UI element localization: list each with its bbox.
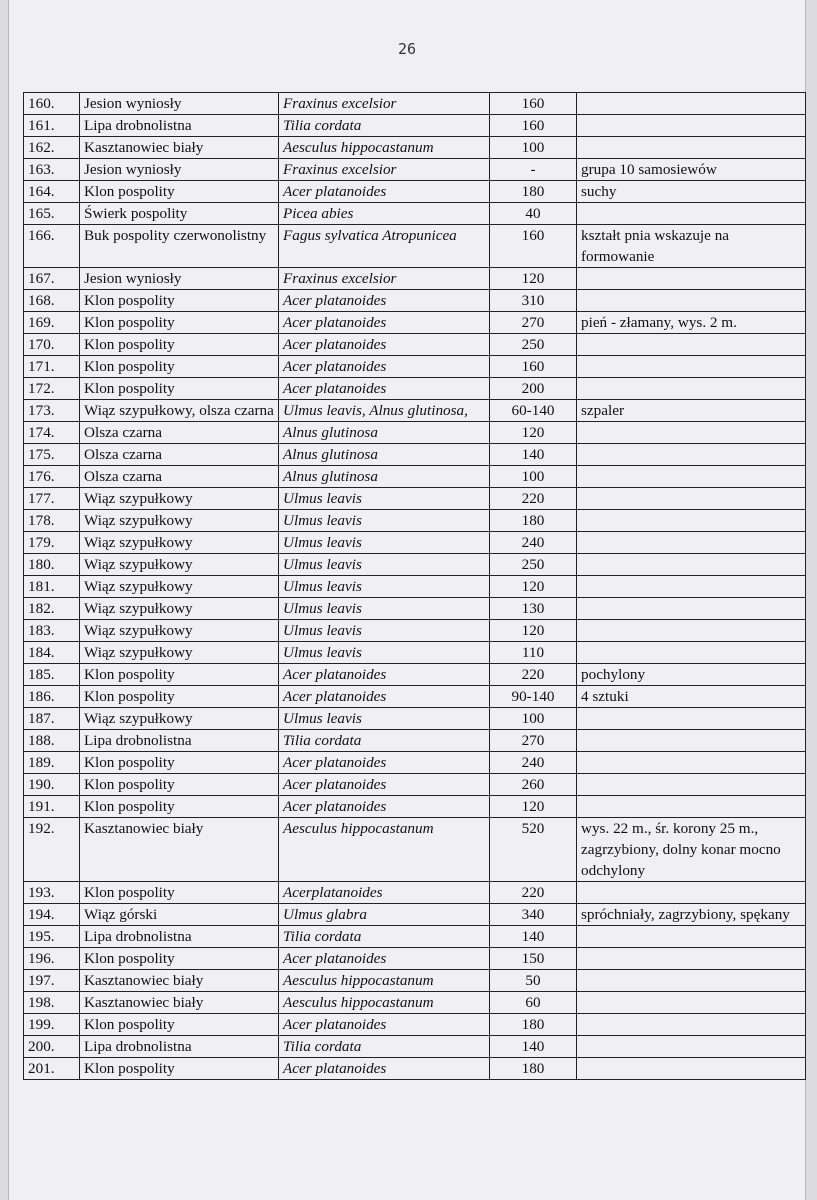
- table-row: [24, 620, 806, 642]
- latin-name-cell: Fraxinus excelsior: [279, 93, 490, 115]
- table-row: [24, 488, 806, 510]
- polish-name-cell: Olsza czarna: [80, 422, 279, 444]
- remarks-cell: [577, 466, 806, 488]
- trunk-circumference-cell: 130: [490, 598, 577, 620]
- latin-name-cell: Ulmus leavis: [279, 510, 490, 532]
- remarks-cell: [577, 510, 806, 532]
- trunk-circumference-cell: 160: [490, 225, 577, 268]
- polish-name-cell: Klon pospolity: [80, 378, 279, 400]
- latin-name-cell: Aesculus hippocastanum: [279, 818, 490, 882]
- latin-name-cell: Fraxinus excelsior: [279, 159, 490, 181]
- row-number-cell: 189.: [24, 752, 80, 774]
- row-number-cell: 170.: [24, 334, 80, 356]
- polish-name-cell: Klon pospolity: [80, 1058, 279, 1080]
- row-number-cell: 167.: [24, 268, 80, 290]
- table-row: [24, 378, 806, 400]
- row-number-cell: 166.: [24, 225, 80, 268]
- remarks-cell: [577, 290, 806, 312]
- table-row: [24, 926, 806, 948]
- table-row: [24, 159, 806, 181]
- latin-name-cell: Alnus glutinosa: [279, 422, 490, 444]
- latin-name-cell: Ulmus leavis: [279, 488, 490, 510]
- row-number-cell: 160.: [24, 93, 80, 115]
- row-number-cell: 168.: [24, 290, 80, 312]
- table-row: [24, 752, 806, 774]
- row-number-cell: 198.: [24, 992, 80, 1014]
- row-number-cell: 174.: [24, 422, 80, 444]
- trunk-circumference-cell: 220: [490, 488, 577, 510]
- table-row: [24, 1058, 806, 1080]
- polish-name-cell: Wiąz szypułkowy: [80, 510, 279, 532]
- row-number-cell: 191.: [24, 796, 80, 818]
- latin-name-cell: Aesculus hippocastanum: [279, 137, 490, 159]
- table-row: [24, 181, 806, 203]
- trunk-circumference-cell: 100: [490, 708, 577, 730]
- trunk-circumference-cell: 120: [490, 796, 577, 818]
- latin-name-cell: Acer platanoides: [279, 686, 490, 708]
- remarks-cell: [577, 488, 806, 510]
- table-row: [24, 598, 806, 620]
- trunk-circumference-cell: 160: [490, 93, 577, 115]
- row-number-cell: 195.: [24, 926, 80, 948]
- row-number-cell: 175.: [24, 444, 80, 466]
- latin-name-cell: Acer platanoides: [279, 948, 490, 970]
- trunk-circumference-cell: 60: [490, 992, 577, 1014]
- remarks-cell: [577, 620, 806, 642]
- trunk-circumference-cell: 150: [490, 948, 577, 970]
- trunk-circumference-cell: 200: [490, 378, 577, 400]
- latin-name-cell: Ulmus glabra: [279, 904, 490, 926]
- remarks-cell: [577, 115, 806, 137]
- trunk-circumference-cell: 90-140: [490, 686, 577, 708]
- remarks-cell: pochylony: [577, 664, 806, 686]
- remarks-cell: [577, 708, 806, 730]
- latin-name-cell: Tilia cordata: [279, 1036, 490, 1058]
- remarks-cell: kształt pnia wskazuje na formowanie: [577, 225, 806, 268]
- remarks-cell: [577, 926, 806, 948]
- latin-name-cell: Acer platanoides: [279, 181, 490, 203]
- remarks-cell: suchy: [577, 181, 806, 203]
- remarks-cell: [577, 598, 806, 620]
- remarks-cell: spróchniały, zagrzybiony, spękany: [577, 904, 806, 926]
- remarks-cell: [577, 137, 806, 159]
- trunk-circumference-cell: 100: [490, 137, 577, 159]
- latin-name-cell: Acer platanoides: [279, 774, 490, 796]
- table-row: [24, 664, 806, 686]
- polish-name-cell: Klon pospolity: [80, 1014, 279, 1036]
- table-row: [24, 774, 806, 796]
- row-number-cell: 163.: [24, 159, 80, 181]
- trunk-circumference-cell: 180: [490, 1058, 577, 1080]
- row-number-cell: 177.: [24, 488, 80, 510]
- latin-name-cell: Fagus sylvatica Atropunicea: [279, 225, 490, 268]
- remarks-cell: [577, 334, 806, 356]
- remarks-cell: [577, 356, 806, 378]
- row-number-cell: 178.: [24, 510, 80, 532]
- latin-name-cell: Tilia cordata: [279, 730, 490, 752]
- polish-name-cell: Wiąz szypułkowy: [80, 598, 279, 620]
- remarks-cell: [577, 444, 806, 466]
- latin-name-cell: Acer platanoides: [279, 312, 490, 334]
- polish-name-cell: Kasztanowiec biały: [80, 137, 279, 159]
- latin-name-cell: Aesculus hippocastanum: [279, 992, 490, 1014]
- polish-name-cell: Lipa drobnolistna: [80, 1036, 279, 1058]
- remarks-cell: [577, 1036, 806, 1058]
- trunk-circumference-cell: 240: [490, 752, 577, 774]
- table-row: [24, 400, 806, 422]
- polish-name-cell: Klon pospolity: [80, 312, 279, 334]
- latin-name-cell: Acer platanoides: [279, 664, 490, 686]
- latin-name-cell: Ulmus leavis: [279, 708, 490, 730]
- polish-name-cell: Wiąz górski: [80, 904, 279, 926]
- remarks-cell: pień - złamany, wys. 2 m.: [577, 312, 806, 334]
- polish-name-cell: Lipa drobnolistna: [80, 730, 279, 752]
- latin-name-cell: Ulmus leavis: [279, 576, 490, 598]
- row-number-cell: 176.: [24, 466, 80, 488]
- remarks-cell: [577, 642, 806, 664]
- polish-name-cell: Wiąz szypułkowy: [80, 642, 279, 664]
- table-row: [24, 1036, 806, 1058]
- table-row: [24, 444, 806, 466]
- latin-name-cell: Acer platanoides: [279, 356, 490, 378]
- remarks-cell: [577, 203, 806, 225]
- trunk-circumference-cell: 220: [490, 882, 577, 904]
- document-page: [8, 0, 806, 1200]
- table-row: [24, 554, 806, 576]
- table-row: [24, 466, 806, 488]
- row-number-cell: 192.: [24, 818, 80, 882]
- latin-name-cell: Aesculus hippocastanum: [279, 970, 490, 992]
- latin-name-cell: Ulmus leavis: [279, 642, 490, 664]
- row-number-cell: 188.: [24, 730, 80, 752]
- polish-name-cell: Wiąz szypułkowy: [80, 532, 279, 554]
- trunk-circumference-cell: 340: [490, 904, 577, 926]
- row-number-cell: 180.: [24, 554, 80, 576]
- latin-name-cell: Acer platanoides: [279, 1058, 490, 1080]
- trunk-circumference-cell: 50: [490, 970, 577, 992]
- polish-name-cell: Klon pospolity: [80, 334, 279, 356]
- remarks-cell: [577, 554, 806, 576]
- polish-name-cell: Wiąz szypułkowy: [80, 488, 279, 510]
- remarks-cell: [577, 1058, 806, 1080]
- polish-name-cell: Klon pospolity: [80, 796, 279, 818]
- latin-name-cell: Ulmus leavis: [279, 620, 490, 642]
- remarks-cell: [577, 992, 806, 1014]
- trunk-circumference-cell: 40: [490, 203, 577, 225]
- trunk-circumference-cell: 180: [490, 181, 577, 203]
- polish-name-cell: Kasztanowiec biały: [80, 992, 279, 1014]
- polish-name-cell: Lipa drobnolistna: [80, 115, 279, 137]
- trunk-circumference-cell: 120: [490, 268, 577, 290]
- polish-name-cell: Lipa drobnolistna: [80, 926, 279, 948]
- table-row: [24, 422, 806, 444]
- polish-name-cell: Jesion wyniosły: [80, 159, 279, 181]
- row-number-cell: 169.: [24, 312, 80, 334]
- latin-name-cell: Acer platanoides: [279, 796, 490, 818]
- trunk-circumference-cell: 120: [490, 620, 577, 642]
- remarks-cell: [577, 752, 806, 774]
- remarks-cell: [577, 774, 806, 796]
- trunk-circumference-cell: 120: [490, 576, 577, 598]
- table-row: [24, 203, 806, 225]
- row-number-cell: 201.: [24, 1058, 80, 1080]
- latin-name-cell: Ulmus leavis: [279, 554, 490, 576]
- row-number-cell: 186.: [24, 686, 80, 708]
- table-row: [24, 268, 806, 290]
- table-row: [24, 686, 806, 708]
- latin-name-cell: Fraxinus excelsior: [279, 268, 490, 290]
- row-number-cell: 185.: [24, 664, 80, 686]
- polish-name-cell: Klon pospolity: [80, 686, 279, 708]
- latin-name-cell: Ulmus leavis: [279, 532, 490, 554]
- row-number-cell: 197.: [24, 970, 80, 992]
- remarks-cell: [577, 948, 806, 970]
- polish-name-cell: Jesion wyniosły: [80, 268, 279, 290]
- polish-name-cell: Klon pospolity: [80, 752, 279, 774]
- trunk-circumference-cell: -: [490, 159, 577, 181]
- remarks-cell: [577, 93, 806, 115]
- latin-name-cell: Acer platanoides: [279, 752, 490, 774]
- row-number-cell: 179.: [24, 532, 80, 554]
- polish-name-cell: Kasztanowiec biały: [80, 818, 279, 882]
- polish-name-cell: Klon pospolity: [80, 356, 279, 378]
- trunk-circumference-cell: 310: [490, 290, 577, 312]
- row-number-cell: 161.: [24, 115, 80, 137]
- trunk-circumference-cell: 520: [490, 818, 577, 882]
- trunk-circumference-cell: 60-140: [490, 400, 577, 422]
- latin-name-cell: Acer platanoides: [279, 334, 490, 356]
- row-number-cell: 190.: [24, 774, 80, 796]
- polish-name-cell: Wiąz szypułkowy: [80, 576, 279, 598]
- polish-name-cell: Wiąz szypułkowy: [80, 554, 279, 576]
- latin-name-cell: Acer platanoides: [279, 378, 490, 400]
- remarks-cell: [577, 970, 806, 992]
- page-number: 26: [397, 40, 417, 58]
- polish-name-cell: Klon pospolity: [80, 948, 279, 970]
- row-number-cell: 173.: [24, 400, 80, 422]
- polish-name-cell: Jesion wyniosły: [80, 93, 279, 115]
- table-row: [24, 730, 806, 752]
- trunk-circumference-cell: 220: [490, 664, 577, 686]
- row-number-cell: 199.: [24, 1014, 80, 1036]
- polish-name-cell: Olsza czarna: [80, 444, 279, 466]
- trunk-circumference-cell: 270: [490, 312, 577, 334]
- remarks-cell: [577, 532, 806, 554]
- table-row: [24, 1014, 806, 1036]
- remarks-cell: [577, 1014, 806, 1036]
- table-row: [24, 137, 806, 159]
- row-number-cell: 194.: [24, 904, 80, 926]
- table-row: [24, 356, 806, 378]
- remarks-cell: [577, 378, 806, 400]
- table-row: [24, 882, 806, 904]
- polish-name-cell: Olsza czarna: [80, 466, 279, 488]
- latin-name-cell: Ulmus leavis: [279, 598, 490, 620]
- polish-name-cell: Klon pospolity: [80, 664, 279, 686]
- polish-name-cell: Klon pospolity: [80, 882, 279, 904]
- remarks-cell: [577, 882, 806, 904]
- table-row: [24, 576, 806, 598]
- table-row: [24, 948, 806, 970]
- table-row: [24, 312, 806, 334]
- remarks-cell: 4 sztuki: [577, 686, 806, 708]
- table-row: [24, 290, 806, 312]
- polish-name-cell: Kasztanowiec biały: [80, 970, 279, 992]
- polish-name-cell: Klon pospolity: [80, 774, 279, 796]
- table-row: [24, 115, 806, 137]
- latin-name-cell: Tilia cordata: [279, 115, 490, 137]
- trunk-circumference-cell: 240: [490, 532, 577, 554]
- polish-name-cell: Świerk pospolity: [80, 203, 279, 225]
- remarks-cell: wys. 22 m., śr. korony 25 m., zagrzybiony, dolny konar mocno odchylony: [577, 818, 806, 882]
- trunk-circumference-cell: 140: [490, 444, 577, 466]
- polish-name-cell: Wiąz szypułkowy, olsza czarna: [80, 400, 279, 422]
- trunk-circumference-cell: 110: [490, 642, 577, 664]
- table-row: [24, 970, 806, 992]
- remarks-cell: [577, 422, 806, 444]
- latin-name-cell: Ulmus leavis, Alnus glutinosa,: [279, 400, 490, 422]
- row-number-cell: 164.: [24, 181, 80, 203]
- row-number-cell: 193.: [24, 882, 80, 904]
- table-row: [24, 225, 806, 268]
- row-number-cell: 187.: [24, 708, 80, 730]
- row-number-cell: 184.: [24, 642, 80, 664]
- row-number-cell: 171.: [24, 356, 80, 378]
- trunk-circumference-cell: 120: [490, 422, 577, 444]
- trunk-circumference-cell: 180: [490, 510, 577, 532]
- remarks-cell: grupa 10 samosiewów: [577, 159, 806, 181]
- trunk-circumference-cell: 260: [490, 774, 577, 796]
- latin-name-cell: Alnus glutinosa: [279, 466, 490, 488]
- row-number-cell: 181.: [24, 576, 80, 598]
- latin-name-cell: Acer platanoides: [279, 290, 490, 312]
- latin-name-cell: Acerplatanoides: [279, 882, 490, 904]
- table-row: [24, 708, 806, 730]
- trunk-circumference-cell: 250: [490, 554, 577, 576]
- table-row: [24, 93, 806, 115]
- trunk-circumference-cell: 100: [490, 466, 577, 488]
- row-number-cell: 172.: [24, 378, 80, 400]
- trunk-circumference-cell: 160: [490, 115, 577, 137]
- row-number-cell: 162.: [24, 137, 80, 159]
- trunk-circumference-cell: 140: [490, 926, 577, 948]
- table-row: [24, 818, 806, 882]
- remarks-cell: [577, 796, 806, 818]
- table-row: [24, 510, 806, 532]
- table-row: [24, 992, 806, 1014]
- table-row: [24, 904, 806, 926]
- trunk-circumference-cell: 160: [490, 356, 577, 378]
- trunk-circumference-cell: 250: [490, 334, 577, 356]
- polish-name-cell: Klon pospolity: [80, 290, 279, 312]
- remarks-cell: szpaler: [577, 400, 806, 422]
- latin-name-cell: Tilia cordata: [279, 926, 490, 948]
- latin-name-cell: Acer platanoides: [279, 1014, 490, 1036]
- table-body: [24, 93, 806, 1080]
- polish-name-cell: Wiąz szypułkowy: [80, 620, 279, 642]
- row-number-cell: 182.: [24, 598, 80, 620]
- trunk-circumference-cell: 270: [490, 730, 577, 752]
- latin-name-cell: Alnus glutinosa: [279, 444, 490, 466]
- polish-name-cell: Klon pospolity: [80, 181, 279, 203]
- remarks-cell: [577, 268, 806, 290]
- table-row: [24, 642, 806, 664]
- table-row: [24, 532, 806, 554]
- tree-inventory-table: [23, 92, 806, 1080]
- table-row: [24, 796, 806, 818]
- latin-name-cell: Picea abies: [279, 203, 490, 225]
- polish-name-cell: Wiąz szypułkowy: [80, 708, 279, 730]
- trunk-circumference-cell: 180: [490, 1014, 577, 1036]
- remarks-cell: [577, 730, 806, 752]
- remarks-cell: [577, 576, 806, 598]
- row-number-cell: 200.: [24, 1036, 80, 1058]
- trunk-circumference-cell: 140: [490, 1036, 577, 1058]
- polish-name-cell: Buk pospolity czerwonolistny: [80, 225, 279, 268]
- row-number-cell: 165.: [24, 203, 80, 225]
- row-number-cell: 183.: [24, 620, 80, 642]
- row-number-cell: 196.: [24, 948, 80, 970]
- table-row: [24, 334, 806, 356]
